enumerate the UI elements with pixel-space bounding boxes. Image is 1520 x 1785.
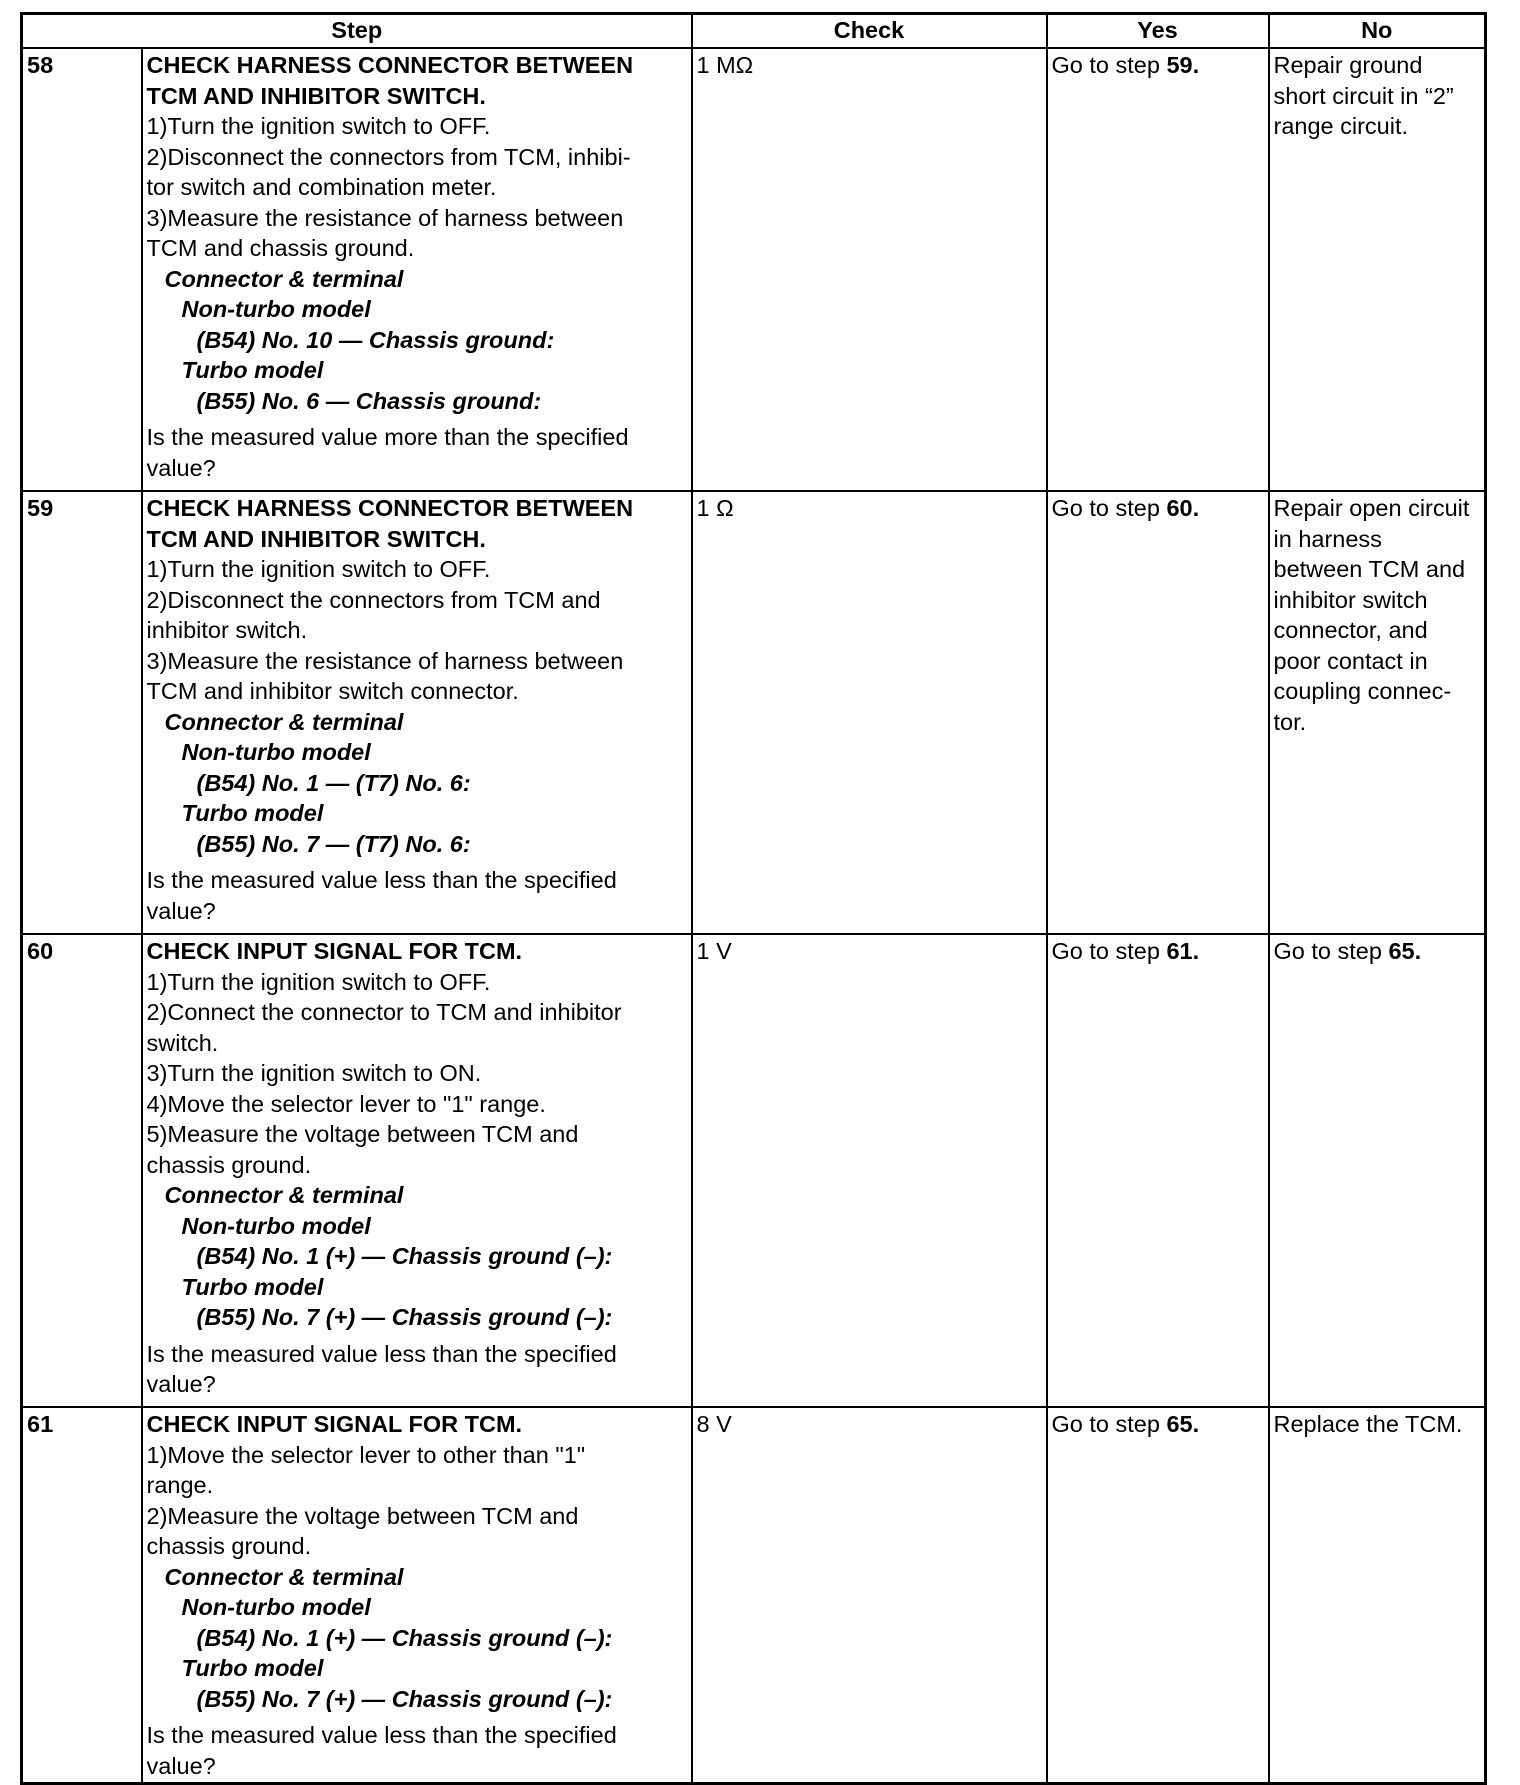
terminal-spec: (B55) No. 7 (+) — Chassis ground (–): (196, 1304, 613, 1330)
table-row (22, 491, 1486, 934)
no-line: connector, and (1273, 617, 1428, 643)
instruction-line: 2)Measure the voltage between TCM and (146, 1502, 579, 1529)
terminal-spec: (B55) No. 7 (+) — Chassis ground (–): (196, 1685, 613, 1712)
instruction-line: 5)Measure the voltage between TCM and (146, 1121, 579, 1147)
model-label: Non-turbo model (181, 739, 371, 765)
yes-prefix: Go to step (1051, 52, 1167, 78)
no-line: poor contact in (1273, 647, 1428, 674)
instruction-line: 4)Move the selector lever to "1" range. (146, 1090, 546, 1117)
instruction-line: 2)Disconnect the connectors from TCM and (146, 586, 601, 613)
yes-cell (1047, 491, 1269, 934)
instruction-line: switch. (146, 1029, 219, 1056)
no-line: short circuit in “2” (1273, 82, 1454, 109)
no-line: inhibitor switch (1273, 586, 1428, 613)
no-line: tor. (1273, 708, 1307, 735)
yes-step: 65. (1166, 1411, 1200, 1437)
instruction-line: 1)Turn the ignition switch to OFF. (146, 556, 491, 582)
check-value: 1 MΩ (692, 48, 1047, 491)
connector-label: Connector & terminal (164, 1182, 404, 1208)
step-title: CHECK INPUT SIGNAL FOR TCM. (146, 938, 523, 964)
model-label: Non-turbo model (181, 1212, 371, 1239)
question: value? (146, 1371, 216, 1397)
model-label: Turbo model (181, 1655, 324, 1681)
no-line: Replace the TCM. (1273, 1411, 1463, 1437)
no-line: in harness (1273, 525, 1382, 552)
step-title: CHECK HARNESS CONNECTOR BETWEEN (146, 52, 634, 78)
header-step: Step (22, 14, 692, 49)
yes-cell (1047, 48, 1269, 491)
model-label: Non-turbo model (181, 1594, 371, 1620)
no-line: range circuit. (1273, 113, 1409, 139)
no-step: 65. (1388, 938, 1422, 964)
instruction-line: inhibitor switch. (146, 617, 308, 643)
instruction-line: range. (146, 1472, 214, 1498)
yes-step: 59. (1166, 52, 1200, 78)
instruction-line: TCM and inhibitor switch connector. (146, 678, 519, 704)
no-cell (1269, 491, 1486, 934)
instruction-line: 3)Measure the resistance of harness between (146, 647, 624, 674)
step-description (142, 934, 692, 1407)
terminal-spec: (B54) No. 1 (+) — Chassis ground (–): (196, 1624, 613, 1651)
step-title: TCM AND INHIBITOR SWITCH. (146, 525, 486, 552)
yes-step: 60. (1166, 495, 1200, 521)
question: value? (146, 1752, 216, 1779)
header-check: Check (692, 14, 1047, 49)
instruction-line: tor switch and combination meter. (146, 174, 497, 200)
step-number: 58 (22, 48, 142, 491)
step-description (142, 1407, 692, 1784)
instruction-line: 3)Turn the ignition switch to ON. (146, 1060, 482, 1086)
instruction-line: 2)Connect the connector to TCM and inhibitor (146, 999, 622, 1025)
no-line: Repair open circuit (1273, 495, 1470, 521)
instruction-line: chassis ground. (146, 1533, 312, 1559)
step-title: TCM AND INHIBITOR SWITCH. (146, 82, 486, 109)
question: Is the measured value more than the specified (146, 424, 629, 450)
model-label: Turbo model (181, 357, 324, 383)
connector-label: Connector & terminal (164, 708, 404, 735)
no-line: coupling connec- (1273, 678, 1452, 704)
question: Is the measured value less than the specified (146, 1722, 617, 1748)
connector-label: Connector & terminal (164, 1563, 404, 1590)
instruction-line: TCM and chassis ground. (146, 235, 415, 261)
instruction-line: 1)Move the selector lever to other than "1" (146, 1441, 586, 1468)
header-yes: Yes (1047, 14, 1269, 49)
yes-cell (1047, 934, 1269, 1407)
yes-cell (1047, 1407, 1269, 1784)
yes-prefix: Go to step (1051, 1411, 1167, 1437)
step-number: 60 (22, 934, 142, 1407)
diagnostic-table (20, 12, 1487, 1785)
check-value: 8 V (692, 1407, 1047, 1784)
no-cell (1269, 934, 1486, 1407)
step-description (142, 491, 692, 934)
terminal-spec: (B54) No. 10 — Chassis ground: (196, 326, 555, 353)
step-title: CHECK INPUT SIGNAL FOR TCM. (146, 1411, 523, 1437)
step-number: 59 (22, 491, 142, 934)
table-row (22, 1407, 1486, 1784)
instruction-line: 1)Turn the ignition switch to OFF. (146, 113, 491, 139)
table-row (22, 48, 1486, 491)
instruction-line: chassis ground. (146, 1151, 312, 1178)
no-line: between TCM and (1273, 556, 1466, 582)
question: Is the measured value less than the specified (146, 867, 617, 893)
check-value: 1 Ω (692, 491, 1047, 934)
terminal-spec: (B54) No. 1 — (T7) No. 6: (196, 769, 471, 796)
connector-label: Connector & terminal (164, 265, 404, 292)
no-cell (1269, 48, 1486, 491)
question: Is the measured value less than the specified (146, 1340, 617, 1367)
model-label: Non-turbo model (181, 296, 371, 322)
terminal-spec: (B55) No. 6 — Chassis ground: (196, 387, 542, 414)
header-no: No (1269, 14, 1486, 49)
yes-prefix: Go to step (1051, 495, 1167, 521)
step-number: 61 (22, 1407, 142, 1784)
model-label: Turbo model (181, 800, 324, 826)
question: value? (146, 454, 216, 481)
terminal-spec: (B54) No. 1 (+) — Chassis ground (–): (196, 1243, 613, 1269)
header-row (22, 14, 1486, 49)
instruction-line: 2)Disconnect the connectors from TCM, inhibi- (146, 143, 631, 170)
terminal-spec: (B55) No. 7 — (T7) No. 6: (196, 830, 471, 857)
step-title: CHECK HARNESS CONNECTOR BETWEEN (146, 495, 634, 521)
no-prefix: Go to step (1273, 938, 1389, 964)
step-description (142, 48, 692, 491)
question: value? (146, 897, 216, 924)
yes-prefix: Go to step (1051, 938, 1167, 964)
instruction-line: 1)Turn the ignition switch to OFF. (146, 968, 491, 995)
instruction-line: 3)Measure the resistance of harness between (146, 204, 624, 231)
check-value: 1 V (692, 934, 1047, 1407)
no-cell (1269, 1407, 1486, 1784)
table-row (22, 934, 1486, 1407)
yes-step: 61. (1166, 938, 1200, 964)
no-line: Repair ground (1273, 52, 1423, 78)
model-label: Turbo model (181, 1273, 324, 1300)
